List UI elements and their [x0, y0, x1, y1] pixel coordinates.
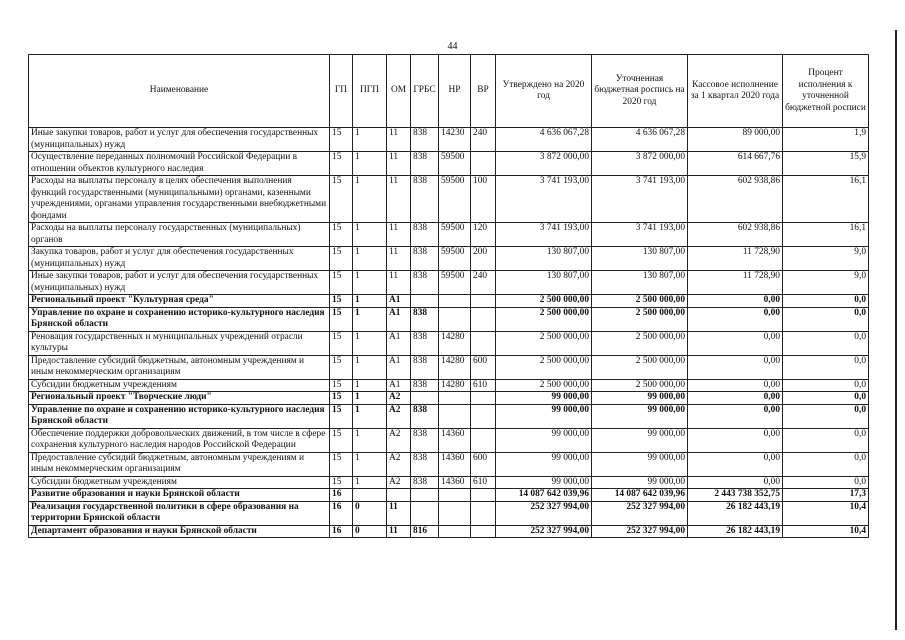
- cell-grbs: 838: [411, 271, 439, 295]
- cell-pgp: [353, 489, 387, 502]
- cell-vr: [471, 501, 496, 525]
- header-gp: ГП: [330, 55, 353, 128]
- header-approved: Утверждено на 2020 год: [496, 55, 592, 128]
- cell-cash: 0,00: [688, 404, 783, 428]
- cell-cash: 0,00: [688, 355, 783, 379]
- cell-pgp: 1: [353, 223, 387, 247]
- cell-percent: 9,0: [783, 271, 869, 295]
- cell-gp: 15: [330, 128, 353, 152]
- cell-approved: 2 500 000,00: [496, 307, 592, 331]
- cell-pgp: 1: [353, 331, 387, 355]
- table-row: [29, 392, 869, 405]
- cell-pgp: 1: [353, 355, 387, 379]
- cell-cash: 89 000,00: [688, 128, 783, 152]
- cell-name: Развитие образования и науки Брянской области: [29, 489, 330, 502]
- cell-name: Управление по охране и сохранению историко-культурного наследия Брянской области: [29, 404, 330, 428]
- cell-pgp: 1: [353, 128, 387, 152]
- cell-name: Расходы на выплаты персоналу в целях обеспечения выполнения функций государственными (муниципальными) органами, казенными учреждениями, органами управления государственными внебюджетными фондами: [29, 176, 330, 223]
- cell-gp: 15: [330, 176, 353, 223]
- cell-cash: 11 728,90: [688, 247, 783, 271]
- cell-approved: 2 500 000,00: [496, 295, 592, 308]
- cell-percent: 0,0: [783, 295, 869, 308]
- cell-name: Предоставление субсидий бюджетным, автономным учреждениям и иным некоммерческим организациям: [29, 355, 330, 379]
- cell-refined: 252 327 994,00: [592, 525, 688, 538]
- cell-name: Региональный проект "Творческие люди": [29, 392, 330, 405]
- cell-pgp: 1: [353, 476, 387, 489]
- header-np: НР: [439, 55, 471, 128]
- cell-np: [439, 392, 471, 405]
- cell-approved: 2 500 000,00: [496, 379, 592, 392]
- table-row: [29, 331, 869, 355]
- cell-name: Расходы на выплаты персоналу государственных (муниципальных) органов: [29, 223, 330, 247]
- cell-cash: 0,00: [688, 428, 783, 452]
- cell-np: 14280: [439, 331, 471, 355]
- budget-table: [28, 54, 869, 538]
- header-name: Наименование: [29, 55, 330, 128]
- cell-np: 59500: [439, 271, 471, 295]
- cell-gp: 15: [330, 452, 353, 476]
- cell-vr: [471, 392, 496, 405]
- cell-refined: 3 872 000,00: [592, 152, 688, 176]
- cell-om: A1: [387, 295, 411, 308]
- cell-cash: 26 182 443,19: [688, 525, 783, 538]
- cell-np: 59500: [439, 152, 471, 176]
- cell-approved: 14 087 642 039,96: [496, 489, 592, 502]
- cell-np: 14360: [439, 452, 471, 476]
- cell-gp: 15: [330, 271, 353, 295]
- cell-grbs: 838: [411, 152, 439, 176]
- cell-grbs: [411, 489, 439, 502]
- table-row: [29, 152, 869, 176]
- cell-np: 14360: [439, 428, 471, 452]
- cell-grbs: [411, 501, 439, 525]
- cell-refined: 4 636 067,28: [592, 128, 688, 152]
- cell-grbs: [411, 295, 439, 308]
- cell-refined: 99 000,00: [592, 404, 688, 428]
- cell-approved: 99 000,00: [496, 404, 592, 428]
- cell-approved: 252 327 994,00: [496, 501, 592, 525]
- cell-percent: 0,0: [783, 379, 869, 392]
- cell-name: Обеспечение поддержки добровольческих движений, в том числе в сфере сохранения культурного наследия народов Российской Федерации: [29, 428, 330, 452]
- cell-cash: 0,00: [688, 392, 783, 405]
- cell-pgp: 1: [353, 404, 387, 428]
- cell-gp: 15: [330, 247, 353, 271]
- cell-vr: [471, 404, 496, 428]
- cell-approved: 3 741 193,00: [496, 176, 592, 223]
- cell-gp: 15: [330, 404, 353, 428]
- cell-cash: 0,00: [688, 379, 783, 392]
- cell-vr: 610: [471, 476, 496, 489]
- cell-gp: 15: [330, 223, 353, 247]
- cell-approved: 2 500 000,00: [496, 331, 592, 355]
- header-om: ОМ: [387, 55, 411, 128]
- cell-gp: 16: [330, 501, 353, 525]
- header-refined: Уточненная бюджетная роспись на 2020 год: [592, 55, 688, 128]
- edge-line: [895, 30, 897, 630]
- cell-refined: 3 741 193,00: [592, 176, 688, 223]
- cell-vr: [471, 152, 496, 176]
- cell-gp: 15: [330, 295, 353, 308]
- cell-om: [387, 489, 411, 502]
- cell-grbs: 816: [411, 525, 439, 538]
- cell-name: Субсидии бюджетным учреждениям: [29, 476, 330, 489]
- cell-percent: 0,0: [783, 392, 869, 405]
- cell-vr: [471, 489, 496, 502]
- table-row: [29, 128, 869, 152]
- cell-om: 11: [387, 247, 411, 271]
- cell-percent: 0,0: [783, 355, 869, 379]
- table-row: [29, 476, 869, 489]
- cell-refined: 99 000,00: [592, 476, 688, 489]
- cell-refined: 2 500 000,00: [592, 331, 688, 355]
- cell-refined: 99 000,00: [592, 392, 688, 405]
- cell-percent: 17,3: [783, 489, 869, 502]
- cell-om: 11: [387, 176, 411, 223]
- cell-percent: 1,9: [783, 128, 869, 152]
- table-row: [29, 271, 869, 295]
- cell-pgp: 0: [353, 501, 387, 525]
- cell-percent: 0,0: [783, 307, 869, 331]
- table-body: [29, 128, 869, 538]
- cell-refined: 2 500 000,00: [592, 379, 688, 392]
- cell-grbs: 838: [411, 307, 439, 331]
- cell-grbs: 838: [411, 428, 439, 452]
- cell-grbs: 838: [411, 223, 439, 247]
- cell-cash: 602 938,86: [688, 223, 783, 247]
- cell-np: 14280: [439, 355, 471, 379]
- cell-name: Иные закупки товаров, работ и услуг для обеспечения государственных (муниципальных) нужд: [29, 128, 330, 152]
- cell-grbs: 838: [411, 355, 439, 379]
- cell-om: A2: [387, 452, 411, 476]
- cell-gp: 16: [330, 489, 353, 502]
- header-row: [29, 55, 869, 128]
- cell-om: A1: [387, 307, 411, 331]
- cell-name: Реновация государственных и муниципальных учреждений отрасли культуры: [29, 331, 330, 355]
- cell-name: Осуществление переданных полномочий Российской Федерации в отношении объектов культурного наследия: [29, 152, 330, 176]
- cell-grbs: 838: [411, 379, 439, 392]
- cell-om: A2: [387, 392, 411, 405]
- cell-percent: 0,0: [783, 428, 869, 452]
- table-row: [29, 295, 869, 308]
- cell-np: 14230: [439, 128, 471, 152]
- header-grbs: ГРБС: [411, 55, 439, 128]
- cell-np: 59500: [439, 247, 471, 271]
- header-cash: Кассовое исполнение за 1 квартал 2020 года: [688, 55, 783, 128]
- cell-om: 11: [387, 152, 411, 176]
- cell-np: [439, 295, 471, 308]
- cell-name: Региональный проект "Культурная среда": [29, 295, 330, 308]
- cell-name: Субсидии бюджетным учреждениям: [29, 379, 330, 392]
- cell-np: 59500: [439, 223, 471, 247]
- cell-vr: 240: [471, 128, 496, 152]
- cell-approved: 99 000,00: [496, 428, 592, 452]
- cell-om: A1: [387, 379, 411, 392]
- cell-refined: 3 741 193,00: [592, 223, 688, 247]
- cell-cash: 26 182 443,19: [688, 501, 783, 525]
- cell-gp: 15: [330, 428, 353, 452]
- cell-name: Предоставление субсидий бюджетным, автономным учреждениям и иным некоммерческим организациям: [29, 452, 330, 476]
- cell-np: 14280: [439, 379, 471, 392]
- cell-approved: 99 000,00: [496, 392, 592, 405]
- cell-name: Управление по охране и сохранению историко-культурного наследия Брянской области: [29, 307, 330, 331]
- cell-percent: 10,4: [783, 501, 869, 525]
- cell-vr: 600: [471, 452, 496, 476]
- cell-gp: 15: [330, 152, 353, 176]
- cell-om: A2: [387, 428, 411, 452]
- table-row: [29, 223, 869, 247]
- header-percent: Процент исполнения к уточненной бюджетной росписи: [783, 55, 869, 128]
- cell-vr: 100: [471, 176, 496, 223]
- table-row: [29, 501, 869, 525]
- cell-vr: [471, 307, 496, 331]
- cell-cash: 614 667,76: [688, 152, 783, 176]
- cell-vr: [471, 331, 496, 355]
- cell-cash: 0,00: [688, 295, 783, 308]
- cell-approved: 3 872 000,00: [496, 152, 592, 176]
- cell-pgp: 1: [353, 152, 387, 176]
- cell-percent: 0,0: [783, 331, 869, 355]
- cell-gp: 15: [330, 476, 353, 489]
- cell-vr: 240: [471, 271, 496, 295]
- cell-grbs: 838: [411, 331, 439, 355]
- cell-name: Иные закупки товаров, работ и услуг для обеспечения государственных (муниципальных) нужд: [29, 271, 330, 295]
- table-row: [29, 176, 869, 223]
- cell-approved: 130 807,00: [496, 271, 592, 295]
- cell-percent: 16,1: [783, 176, 869, 223]
- cell-approved: 2 500 000,00: [496, 355, 592, 379]
- cell-percent: 9,0: [783, 247, 869, 271]
- page-number: 44: [447, 41, 458, 52]
- cell-approved: 4 636 067,28: [496, 128, 592, 152]
- cell-pgp: 1: [353, 379, 387, 392]
- cell-gp: 16: [330, 525, 353, 538]
- cell-om: A1: [387, 331, 411, 355]
- cell-refined: 252 327 994,00: [592, 501, 688, 525]
- cell-pgp: 1: [353, 392, 387, 405]
- cell-name: Закупка товаров, работ и услуг для обеспечения государственных (муниципальных) нужд: [29, 247, 330, 271]
- table-row: [29, 404, 869, 428]
- cell-refined: 130 807,00: [592, 247, 688, 271]
- cell-refined: 2 500 000,00: [592, 295, 688, 308]
- cell-percent: 16,1: [783, 223, 869, 247]
- cell-percent: 10,4: [783, 525, 869, 538]
- cell-name: Департамент образования и науки Брянской области: [29, 525, 330, 538]
- cell-refined: 130 807,00: [592, 271, 688, 295]
- cell-pgp: 1: [353, 176, 387, 223]
- cell-om: A1: [387, 355, 411, 379]
- cell-cash: 11 728,90: [688, 271, 783, 295]
- table-row: [29, 379, 869, 392]
- cell-pgp: 1: [353, 271, 387, 295]
- cell-np: 59500: [439, 176, 471, 223]
- cell-vr: [471, 428, 496, 452]
- cell-pgp: 1: [353, 307, 387, 331]
- table-row: [29, 247, 869, 271]
- cell-gp: 15: [330, 307, 353, 331]
- header-vr: ВР: [471, 55, 496, 128]
- cell-refined: 99 000,00: [592, 452, 688, 476]
- cell-grbs: 838: [411, 176, 439, 223]
- cell-cash: 0,00: [688, 307, 783, 331]
- cell-om: 11: [387, 223, 411, 247]
- cell-om: 11: [387, 128, 411, 152]
- cell-percent: 15,9: [783, 152, 869, 176]
- cell-refined: 99 000,00: [592, 428, 688, 452]
- cell-grbs: 838: [411, 452, 439, 476]
- cell-vr: [471, 525, 496, 538]
- cell-pgp: 1: [353, 428, 387, 452]
- cell-cash: 2 443 738 352,75: [688, 489, 783, 502]
- cell-gp: 15: [330, 355, 353, 379]
- cell-cash: 0,00: [688, 476, 783, 489]
- cell-percent: 0,0: [783, 452, 869, 476]
- cell-vr: 200: [471, 247, 496, 271]
- table-row: [29, 355, 869, 379]
- cell-np: [439, 525, 471, 538]
- cell-grbs: 838: [411, 476, 439, 489]
- table-row: [29, 525, 869, 538]
- cell-gp: 15: [330, 392, 353, 405]
- cell-pgp: 1: [353, 295, 387, 308]
- cell-cash: 0,00: [688, 331, 783, 355]
- cell-gp: 15: [330, 379, 353, 392]
- cell-om: A2: [387, 404, 411, 428]
- cell-refined: 2 500 000,00: [592, 307, 688, 331]
- cell-pgp: 0: [353, 525, 387, 538]
- cell-name: Реализация государственной политики в сфере образования на территории Брянской области: [29, 501, 330, 525]
- cell-vr: 600: [471, 355, 496, 379]
- table-row: [29, 452, 869, 476]
- table-row: [29, 307, 869, 331]
- cell-grbs: 838: [411, 128, 439, 152]
- table-row: [29, 428, 869, 452]
- cell-grbs: 838: [411, 404, 439, 428]
- cell-cash: 602 938,86: [688, 176, 783, 223]
- cell-approved: 252 327 994,00: [496, 525, 592, 538]
- cell-om: 11: [387, 501, 411, 525]
- cell-np: [439, 489, 471, 502]
- cell-pgp: 1: [353, 247, 387, 271]
- cell-vr: 120: [471, 223, 496, 247]
- cell-vr: 610: [471, 379, 496, 392]
- cell-approved: 130 807,00: [496, 247, 592, 271]
- cell-grbs: 838: [411, 247, 439, 271]
- cell-np: 14360: [439, 476, 471, 489]
- cell-om: A2: [387, 476, 411, 489]
- cell-grbs: [411, 392, 439, 405]
- cell-percent: 0,0: [783, 404, 869, 428]
- cell-approved: 99 000,00: [496, 452, 592, 476]
- cell-approved: 3 741 193,00: [496, 223, 592, 247]
- cell-approved: 99 000,00: [496, 476, 592, 489]
- cell-percent: 0,0: [783, 476, 869, 489]
- cell-refined: 14 087 642 039,96: [592, 489, 688, 502]
- cell-om: 11: [387, 271, 411, 295]
- cell-om: 11: [387, 525, 411, 538]
- cell-refined: 2 500 000,00: [592, 355, 688, 379]
- cell-np: [439, 501, 471, 525]
- cell-np: [439, 404, 471, 428]
- cell-gp: 15: [330, 331, 353, 355]
- cell-cash: 0,00: [688, 452, 783, 476]
- header-pgp: ПГП: [353, 55, 387, 128]
- cell-pgp: 1: [353, 452, 387, 476]
- table-row: [29, 489, 869, 502]
- cell-vr: [471, 295, 496, 308]
- cell-np: [439, 307, 471, 331]
